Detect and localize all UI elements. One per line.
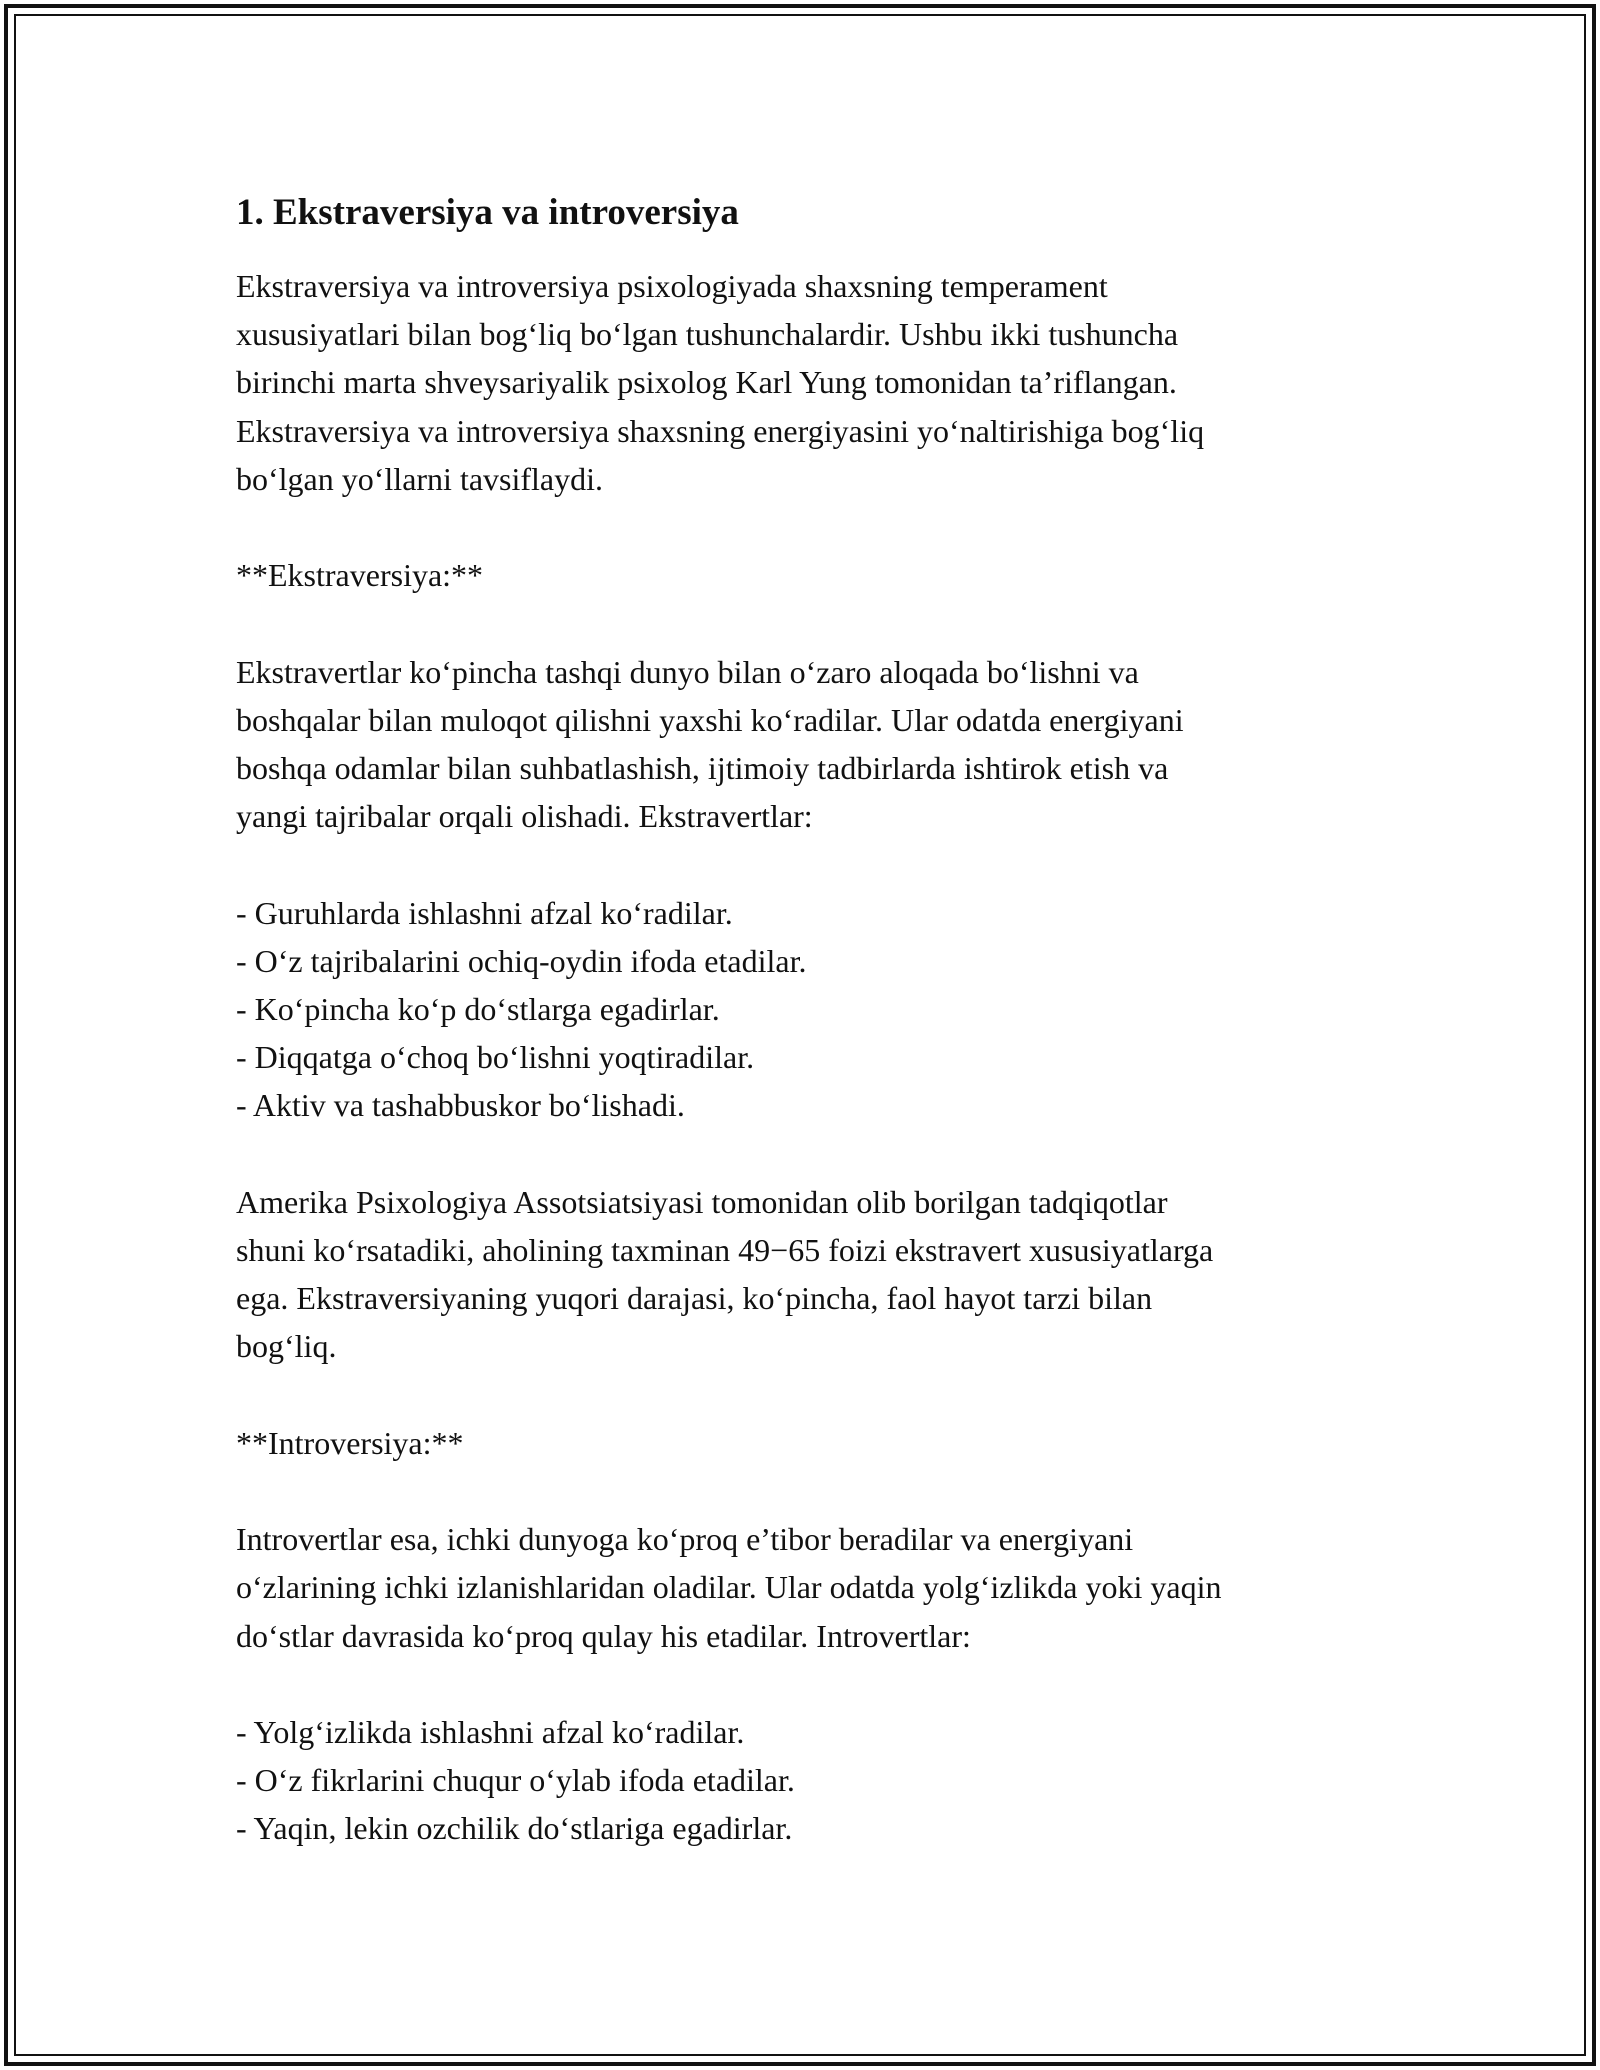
blank-line <box>236 1660 1396 1708</box>
introversion-list <box>236 1708 1396 1853</box>
extraversion-line: Ekstravertlar ko‘pincha tashqi dunyo bilan o‘zaro aloqada bo‘lishni va <box>236 653 1139 690</box>
intro-paragraph <box>236 262 1396 503</box>
extraversion-line: boshqa odamlar bilan suhbatlashish, ijtimoiy tadbirlarda ishtirok etish va <box>236 750 1169 786</box>
statistics-line: Amerika Psixologiya Assotsiatsiyasi tomonidan olib borilgan tadqiqotlar <box>236 1183 1168 1220</box>
intro-line: xususiyatlari bilan bog‘liq bo‘lgan tushunchalardir. Ushbu ikki tushuncha <box>236 316 1179 353</box>
blank-line <box>236 1130 1396 1178</box>
introversion-line: o‘zlarining ichki izlanishlaridan oladilar. Ular odatda yolg‘izlikda yoki yaqin <box>236 1569 1222 1606</box>
list-item: - Yolg‘izlikda ishlashni afzal ko‘radilar. <box>236 1713 745 1750</box>
list-item: - Diqqatga o‘choq bo‘lishni yoqtiradilar. <box>236 1039 755 1076</box>
list-item: - O‘z fikrlarini chuqur o‘ylab ifoda etadilar. <box>236 1762 795 1799</box>
list-item: - Aktiv va tashabbuskor bo‘lishadi. <box>236 1087 685 1124</box>
list-item: - Yaqin, lekin ozchilik do‘stlariga egadirlar. <box>236 1810 793 1847</box>
intro-line: Ekstraversiya va introversiya shaxsning energiyasini yo‘naltirishiga bog‘liq <box>236 412 1205 449</box>
extraversion-line: boshqalar bilan muloqot qilishni yaxshi ko‘radilar. Ular odatda energiyani <box>236 701 1184 738</box>
introversion-line: do‘stlar davrasida ko‘proq qulay his etadilar. Introvertlar: <box>236 1617 971 1654</box>
statistics-line: ega. Ekstraversiyaning yuqori darajasi, ko‘pincha, faol hayot tarzi bilan <box>236 1280 1153 1317</box>
section-title: 1. Ekstraversiya va introversiya <box>236 192 739 233</box>
blank-line <box>236 503 1396 551</box>
intro-line: bo‘lgan yo‘llarni tavsiflaydi. <box>236 460 604 497</box>
introversion-line: Introvertlar esa, ichki dunyoga ko‘proq e’tibor beradilar va energiyani <box>236 1521 1134 1558</box>
introversion-paragraph <box>236 1515 1396 1660</box>
blank-line <box>236 599 1396 647</box>
list-item: - Ko‘pincha ko‘p do‘stlarga egadirlar. <box>236 991 720 1027</box>
intro-line: birinchi marta shveysariyalik psixolog Karl Yung tomonidan ta’riflangan. <box>236 364 1177 401</box>
blank-line <box>236 840 1396 888</box>
extraversion-paragraph <box>236 648 1396 841</box>
introversion-heading: **Introversiya:** <box>236 1424 464 1461</box>
intro-line: Ekstraversiya va introversiya psixologiyada shaxsning temperament <box>236 268 1108 304</box>
blank-line <box>236 1467 1396 1515</box>
statistics-line: bog‘liq. <box>236 1328 337 1365</box>
list-item: - O‘z tajribalarini ochiq-oydin ifoda etadilar. <box>236 942 807 979</box>
extraversion-heading: **Ekstraversiya:** <box>236 557 484 594</box>
list-item: - Guruhlarda ishlashni afzal ko‘radilar. <box>236 894 733 931</box>
extraversion-list <box>236 889 1396 1130</box>
blank-line <box>236 1371 1396 1419</box>
statistics-line: shuni ko‘rsatadiki, aholining taxminan 49−65 foizi ekstravert xususiyatlarga <box>236 1232 1214 1268</box>
statistics-paragraph <box>236 1178 1396 1371</box>
extraversion-line: yangi tajribalar orqali olishadi. Ekstravertlar: <box>236 798 813 835</box>
document-body <box>236 186 1396 1853</box>
